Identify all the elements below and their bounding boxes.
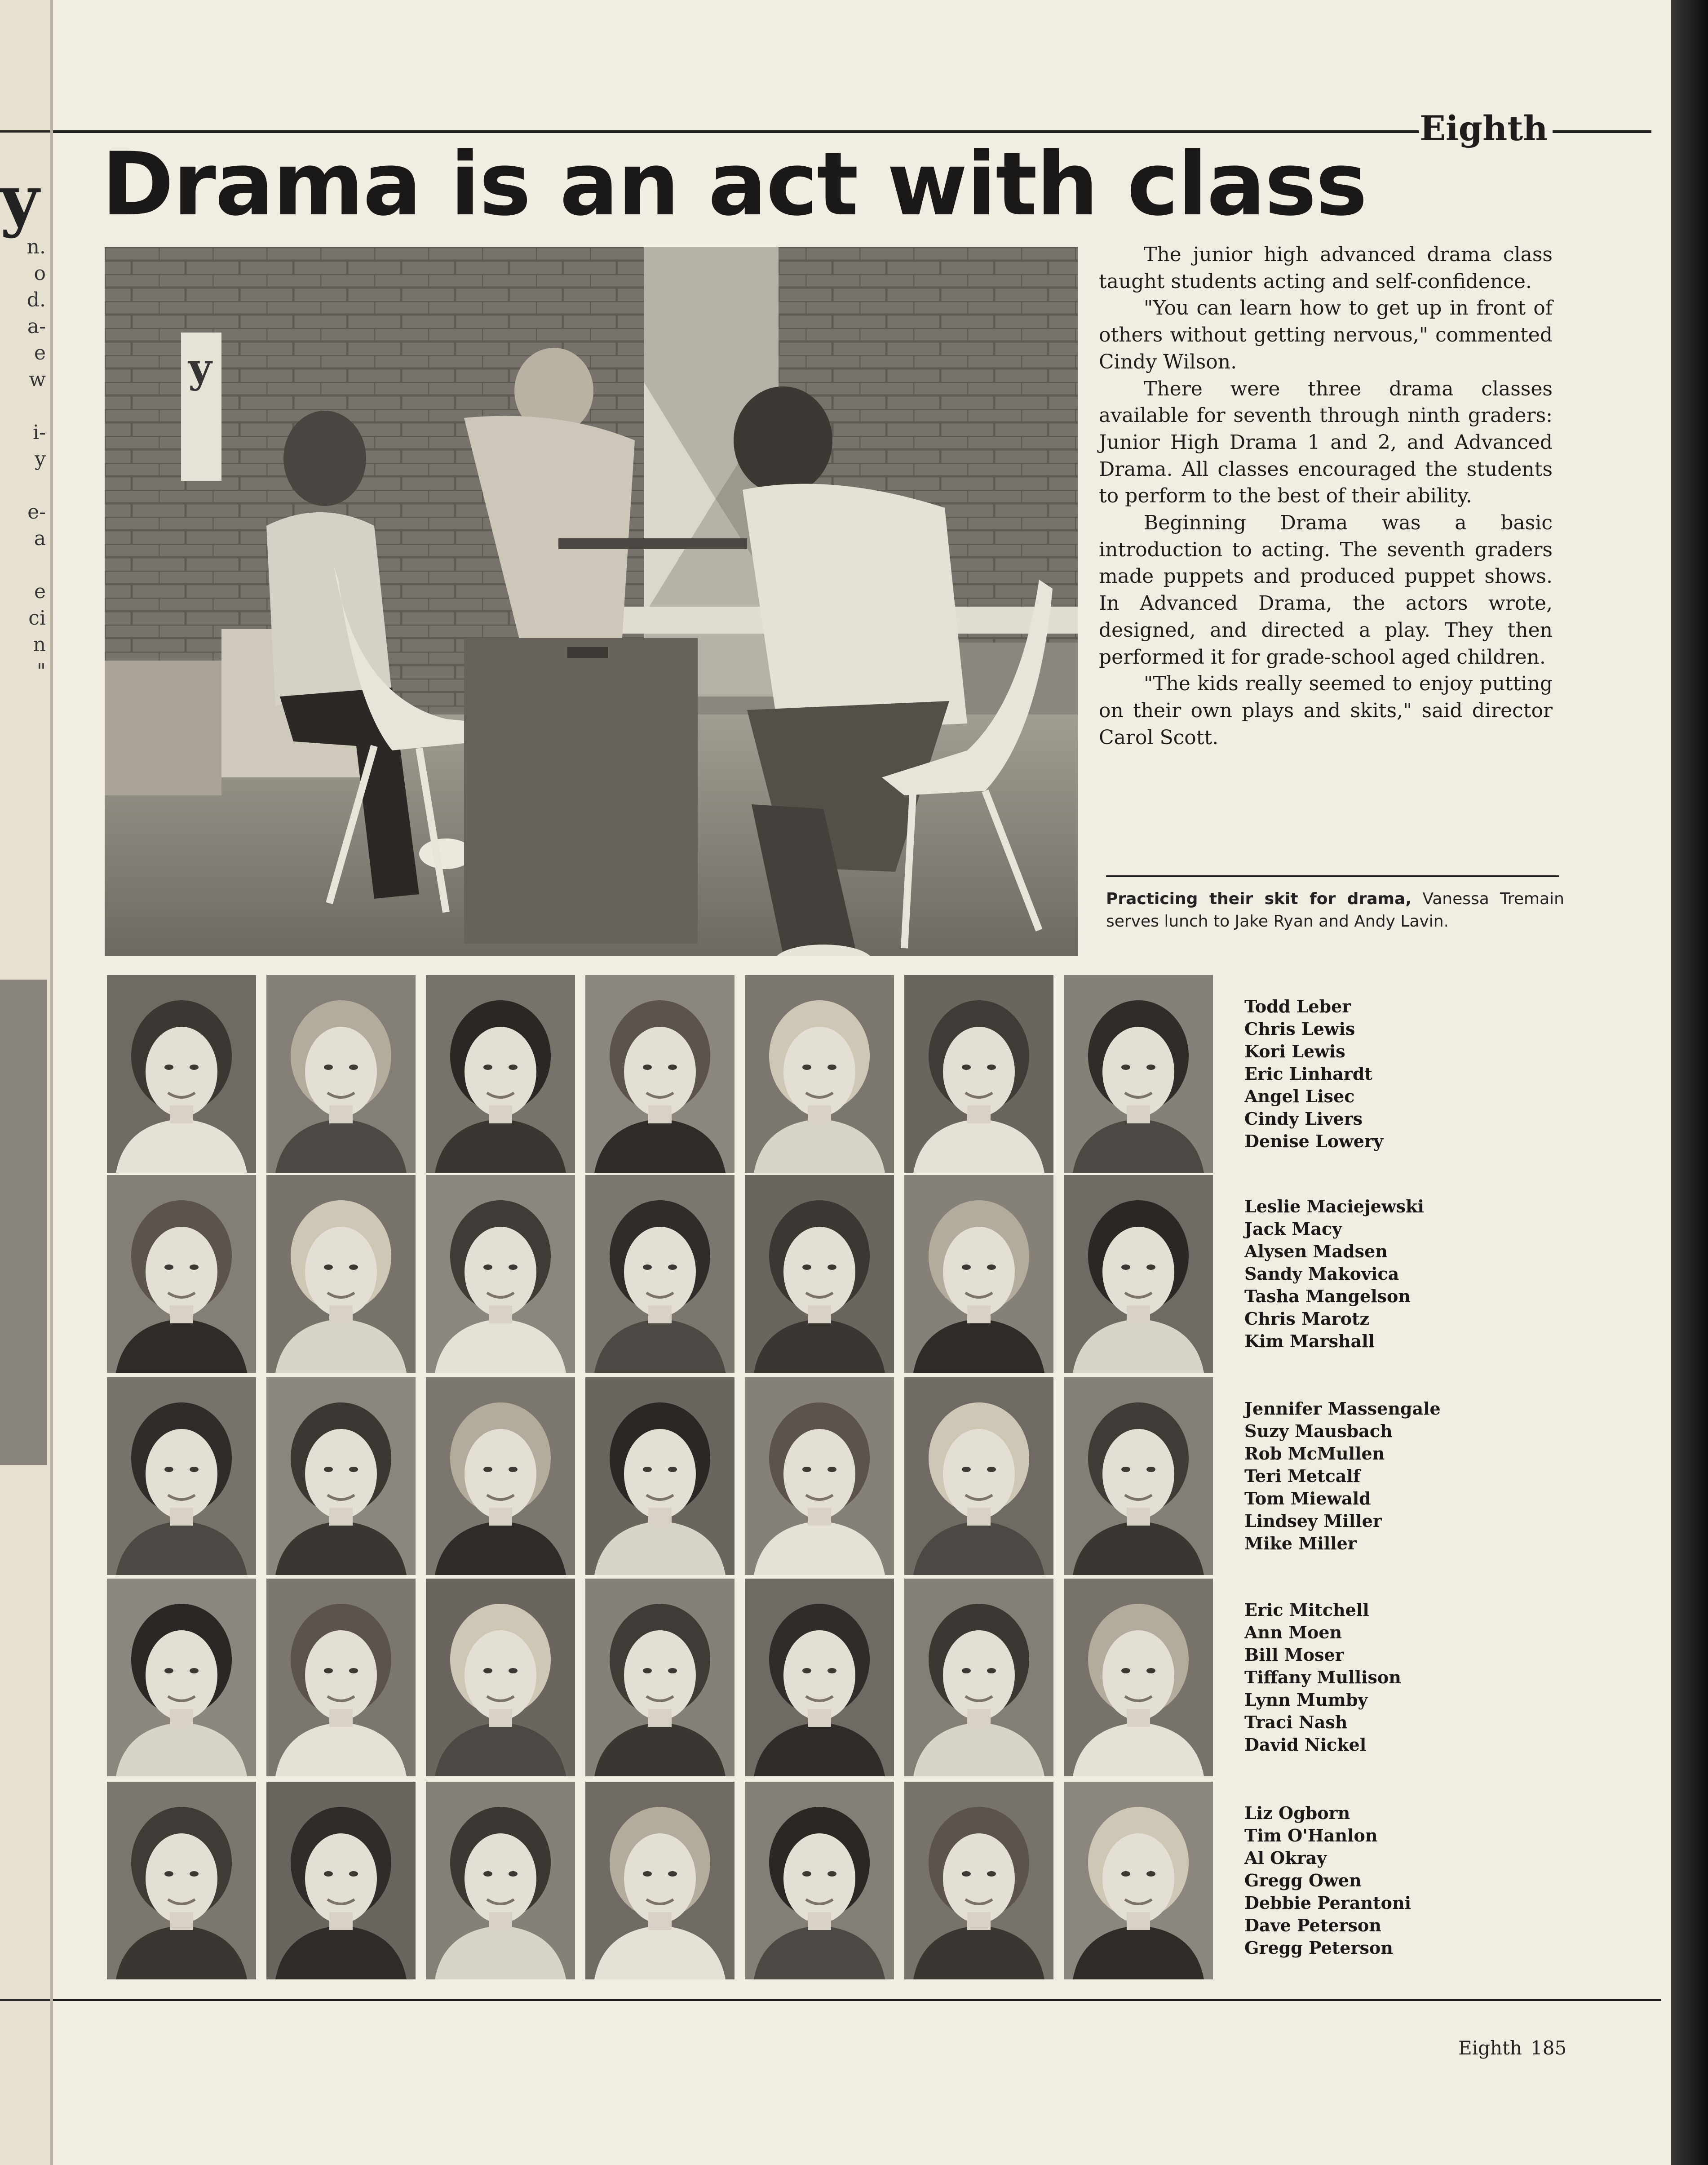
left-page-edge	[0, 0, 53, 2165]
student-name: Traci Nash	[1244, 1712, 1348, 1732]
student-name: Liz Ogborn	[1244, 1803, 1350, 1823]
drama-class-photo	[105, 247, 1078, 956]
student-portrait	[266, 1175, 416, 1373]
student-name: Tim O'Hanlon	[1244, 1825, 1378, 1846]
book-binding-edge	[1671, 0, 1708, 2165]
student-name: Debbie Perantoni	[1244, 1893, 1412, 1913]
student-name: Gregg Owen	[1244, 1870, 1362, 1890]
student-portrait	[745, 1782, 894, 1979]
student-portrait	[107, 1377, 256, 1575]
header-rule-right	[1553, 130, 1651, 133]
student-name: Chris Marotz	[1244, 1309, 1370, 1329]
article-body	[1099, 241, 1553, 751]
student-name: Lynn Mumby	[1244, 1690, 1368, 1710]
student-portrait	[107, 1175, 256, 1373]
student-portrait	[107, 1782, 256, 1979]
left-page-line-fragment: a-	[27, 315, 46, 338]
student-name: Al Okray	[1244, 1848, 1327, 1868]
left-page-line-fragment	[27, 393, 46, 419]
student-portrait	[585, 975, 735, 1173]
portrait-row-names	[1244, 1802, 1586, 1959]
student-portrait	[107, 1579, 256, 1776]
student-name: Lindsey Miller	[1244, 1511, 1382, 1531]
left-page-line-fragment: ci	[28, 607, 46, 630]
student-portrait	[107, 975, 256, 1173]
left-page-line-fragment: n	[33, 633, 46, 656]
student-name: Dave Peterson	[1244, 1915, 1381, 1935]
student-portrait	[585, 1579, 735, 1776]
photo-caption	[1106, 888, 1564, 933]
student-portrait	[426, 1175, 575, 1373]
left-page-line-fragment: a	[34, 527, 46, 550]
student-portrait	[266, 975, 416, 1173]
student-name: Mike Miller	[1244, 1533, 1357, 1553]
student-portrait	[266, 1782, 416, 1979]
student-name: Alysen Madsen	[1244, 1241, 1388, 1261]
student-name: Kori Lewis	[1244, 1041, 1345, 1061]
left-page-line-fragment: w	[29, 368, 46, 391]
caption-lead: Practicing their skit for drama,	[1106, 890, 1412, 908]
student-portrait	[266, 1579, 416, 1776]
student-name: Angel Lisec	[1244, 1086, 1355, 1106]
student-name: Tasha Mangelson	[1244, 1286, 1411, 1306]
student-portrait	[1064, 975, 1213, 1173]
student-portrait	[266, 1377, 416, 1575]
article-paragraph: "You can learn how to get up in front of others without getting nervous," commented Cindy Wilson.	[1099, 297, 1553, 373]
student-name: Jennifer Massengale	[1244, 1398, 1441, 1419]
page-headline: Drama is an act with class	[102, 133, 1367, 235]
left-page-line-fragment: e	[34, 580, 46, 603]
left-page-top-rule	[0, 130, 50, 133]
student-portrait	[1064, 1579, 1213, 1776]
article-paragraph: Beginning Drama was a basic introduction to acting. The seventh graders made puppets and produced puppet shows. In Advanced Drama, the actors wrote, designed, and directed a play. They then performed it for grade-school aged children.	[1099, 511, 1553, 669]
student-name: Todd Leber	[1244, 996, 1351, 1016]
student-portrait	[585, 1782, 735, 1979]
page-number: 185	[1531, 2037, 1567, 2059]
caption-rule	[1106, 875, 1559, 877]
student-portrait	[745, 975, 894, 1173]
student-portrait	[745, 1579, 894, 1776]
left-page-line-fragment: i-	[33, 421, 46, 444]
left-page-line-fragment: "	[36, 660, 46, 683]
student-name: Leslie Maciejewski	[1244, 1196, 1424, 1216]
left-page-line-fragment: e-	[27, 501, 46, 524]
student-name: Tiffany Mullison	[1244, 1667, 1401, 1687]
student-name: Teri Metcalf	[1244, 1466, 1361, 1486]
student-name: Gregg Peterson	[1244, 1938, 1393, 1958]
student-name: Eric Mitchell	[1244, 1600, 1369, 1620]
article-paragraph: The junior high advanced drama class taught students acting and self-confidence.	[1099, 243, 1553, 293]
left-page-line-fragment: y	[35, 448, 46, 470]
student-portrait	[904, 1782, 1053, 1979]
left-page-headline-fragment: y	[0, 160, 40, 240]
student-name: Jack Macy	[1244, 1219, 1342, 1239]
student-portrait	[585, 1377, 735, 1575]
portrait-row-names	[1244, 1397, 1586, 1555]
student-portrait	[904, 1175, 1053, 1373]
header-rule-left	[53, 130, 1419, 133]
student-portrait	[426, 1377, 575, 1575]
student-portrait	[904, 1579, 1053, 1776]
left-page-line-fragment: d.	[27, 288, 46, 311]
student-portrait	[745, 1377, 894, 1575]
left-page-photo-fragment	[0, 980, 47, 1465]
student-name: David Nickel	[1244, 1735, 1367, 1755]
left-page-bottom-rule	[0, 1999, 50, 2001]
student-name: Tom Miewald	[1244, 1488, 1371, 1508]
student-portrait	[426, 1782, 575, 1979]
student-portrait	[1064, 1175, 1213, 1373]
student-portrait	[1064, 1782, 1213, 1979]
left-page-line-fragment: e	[34, 342, 46, 364]
student-portrait	[426, 1579, 575, 1776]
student-portrait	[426, 975, 575, 1173]
student-portrait	[904, 975, 1053, 1173]
student-portrait	[1064, 1377, 1213, 1575]
svg-text:y: y	[188, 344, 212, 392]
student-name: Denise Lowery	[1244, 1131, 1384, 1151]
footer-rule	[53, 1999, 1661, 2001]
left-page-text-fragments	[27, 234, 46, 684]
student-name: Eric Linhardt	[1244, 1064, 1372, 1084]
student-portrait	[585, 1175, 735, 1373]
footer-section-label: Eighth	[1458, 2037, 1522, 2059]
left-page-line-fragment: n.	[27, 235, 46, 258]
portrait-row-names	[1244, 1599, 1586, 1756]
left-page-line-fragment	[27, 552, 46, 578]
left-page-line-fragment: o	[34, 262, 46, 285]
student-name: Suzy Mausbach	[1244, 1421, 1393, 1441]
portrait-row-names	[1244, 995, 1586, 1153]
article-paragraph: "The kids really seemed to enjoy putting on their own plays and skits," said director Carol Scott.	[1099, 672, 1553, 749]
student-portrait	[904, 1377, 1053, 1575]
student-portrait	[745, 1175, 894, 1373]
section-label: Eighth	[1420, 108, 1548, 148]
article-paragraph: There were three drama classes available for seventh through ninth graders: Junior High Drama 1 and 2, and Advanced Drama. All classes encouraged the students to perform to the best of their ability.	[1099, 377, 1553, 508]
caption-text: Vanessa Tremain serves lunch to Jake Ryan and Andy Lavin.	[1106, 890, 1564, 931]
student-name: Kim Marshall	[1244, 1331, 1375, 1351]
left-page-line-fragment	[27, 472, 46, 499]
portrait-row-names	[1244, 1195, 1586, 1353]
student-name: Chris Lewis	[1244, 1019, 1355, 1039]
student-name: Rob McMullen	[1244, 1443, 1385, 1464]
student-name: Ann Moen	[1244, 1622, 1342, 1642]
student-name: Sandy Makovica	[1244, 1264, 1399, 1284]
student-name: Cindy Livers	[1244, 1109, 1363, 1129]
student-name: Bill Moser	[1244, 1645, 1344, 1665]
